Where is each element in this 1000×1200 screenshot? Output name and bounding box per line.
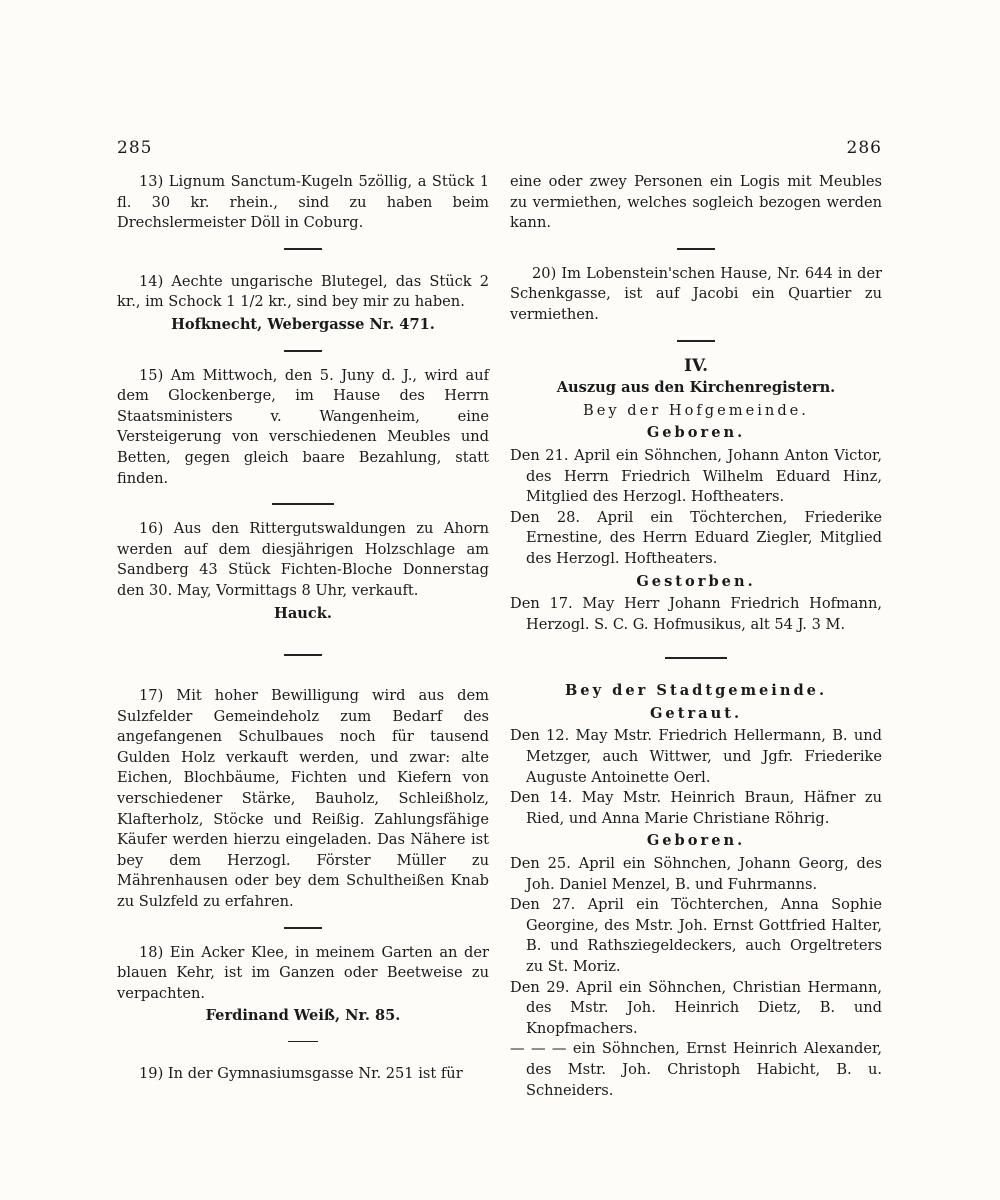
notice-15: 15) Am Mittwoch, den 5. Juny d. J., wird auf dem Glockenberge, im Hause des Herrn Staatsministers v. Wangenheim, eine Versteigerung von verschiedenen Meubles und Betten, gegen gleich baare Bezahlung, statt finden. — [117, 366, 489, 487]
stadt-marriage-entry: Den 12. May Mstr. Friedrich Hellermann, B. und Metzger, auch Wittwer, und Jgfr. Friederike Auguste Antoinette Oerl. — [510, 727, 882, 786]
hof-birth-entry: Den 21. April ein Söhnchen, Johann Anton Victor, des Herrn Friedrich Wilhelm Eduard Hinz, Mitglied des Herzogl. Hoftheaters. — [510, 446, 882, 506]
stadt-born-heading: Geboren. — [646, 832, 746, 850]
separator-rule — [284, 927, 322, 929]
notice-14: 14) Aechte ungarische Blutegel, das Stück 2 kr., im Schock 1 1/2 kr., sind bey mir zu haben. — [117, 272, 489, 311]
notice-16: 16) Aus den Rittergutswaldungen zu Ahorn werden auf dem diesjährigen Holzschlage am Sandberg 43 Stück Fichten-Bloche Donnerstag den 30. May, Vormittags 8 Uhr, verkauft. — [117, 520, 489, 599]
notice-20: 20) Im Lobenstein'schen Hause, Nr. 644 in der Schenkgasse, ist auf Jacobi ein Quartier zu vermiethen. — [510, 264, 882, 323]
notice-18: 18) Ein Acker Klee, in meinem Garten an der blauen Kehr, ist im Ganzen oder Beetweise zu verpachten. — [117, 943, 489, 1002]
notice-19-continued: eine oder zwey Personen ein Logis mit Meubles zu vermiethen, welches sogleich bezogen werden kann. — [510, 173, 882, 232]
stadt-birth-entry: Den 29. April ein Söhnchen, Christian Hermann, des Mstr. Joh. Heinrich Dietz, B. und Knopfmachers. — [510, 978, 882, 1037]
page-number-left: 285 — [117, 138, 153, 158]
hofgemeinde-heading: Bey der Hofgemeinde. — [583, 401, 809, 419]
stadt-birth-entry: Den 25. April ein Söhnchen, Johann Georg, des Joh. Daniel Menzel, B. und Fuhrmanns. — [510, 855, 882, 893]
stadt-married-heading: Getraut. — [649, 704, 743, 722]
separator-rule — [284, 654, 322, 656]
separator-rule — [272, 503, 334, 505]
stadt-birth-entry: — — — ein Söhnchen, Ernst Heinrich Alexander, des Mstr. Joh. Christoph Habicht, B. u. Schneiders. — [510, 1040, 882, 1099]
notice-14-signature: Hofknecht, Webergasse Nr. 471. — [171, 315, 435, 333]
separator-rule — [284, 350, 322, 352]
notice-17: 17) Mit hoher Bewilligung wird aus dem Sulzfelder Gemeindeholz zum Bedarf des angefangenen Schulbaues noch für tausend Gulden Holz verkauft werden, und zwar: alte Eichen, Blochbäume, Fichten und Kiefern von verschiedener Stärke, Bauholz, Schleißholz, Klafterholz, Stöcke und Reißig. Zahlungsfähige Käufer werden hierzu eingeladen. Das Nähere ist bey dem Herzogl. Förster Müller zu Mährenhausen oder bey dem Schultheißen Knab zu Sulzfeld zu erfahren. — [117, 687, 489, 911]
hof-birth-entry: Den 28. April ein Töchterchen, Friederike Ernestine, des Herrn Eduard Ziegler, Mitglied des Herzogl. Hoftheaters. — [510, 508, 882, 567]
right-column — [510, 172, 882, 1101]
stadt-marriage-entry: Den 14. May Mstr. Heinrich Braun, Häfner zu Ried, und Anna Marie Christiane Röhrig. — [510, 789, 882, 827]
hof-death-entry: Den 17. May Herr Johann Friedrich Hofmann, Herzogl. S. C. G. Hofmusikus, alt 54 J. 3 M. — [510, 595, 882, 633]
separator-rule — [677, 248, 715, 250]
section-title: Auszug aus den Kirchenregistern. — [556, 379, 836, 397]
separator-rule — [288, 1041, 318, 1042]
separator-rule — [677, 340, 715, 342]
left-column — [117, 172, 489, 1085]
notice-18-signature: Ferdinand Weiß, Nr. 85. — [205, 1007, 401, 1025]
hof-born-heading: Geboren. — [646, 424, 746, 442]
notice-19: 19) In der Gymnasiumsgasse Nr. 251 ist für — [139, 1065, 463, 1082]
stadt-birth-entry: Den 27. April ein Töchterchen, Anna Sophie Georgine, des Mstr. Joh. Ernst Gottfried Halter, B. und Rathsziegeldeckers, auch Orgeltreters zu St. Moriz. — [510, 896, 882, 975]
stadtgemeinde-heading: Bey der Stadtgemeinde. — [564, 682, 828, 700]
notice-13: 13) Lignum Sanctum-Kugeln 5zöllig, a Stück 1 fl. 30 kr. rhein., sind zu haben beim Drechslermeister Döll in Coburg. — [117, 173, 489, 232]
page-number-right: 286 — [846, 138, 882, 158]
separator-rule — [284, 248, 322, 250]
section-number: IV. — [683, 355, 709, 376]
notice-16-signature: Hauck. — [274, 604, 332, 622]
separator-rule — [665, 657, 727, 659]
hof-died-heading: Gestorben. — [636, 572, 756, 590]
